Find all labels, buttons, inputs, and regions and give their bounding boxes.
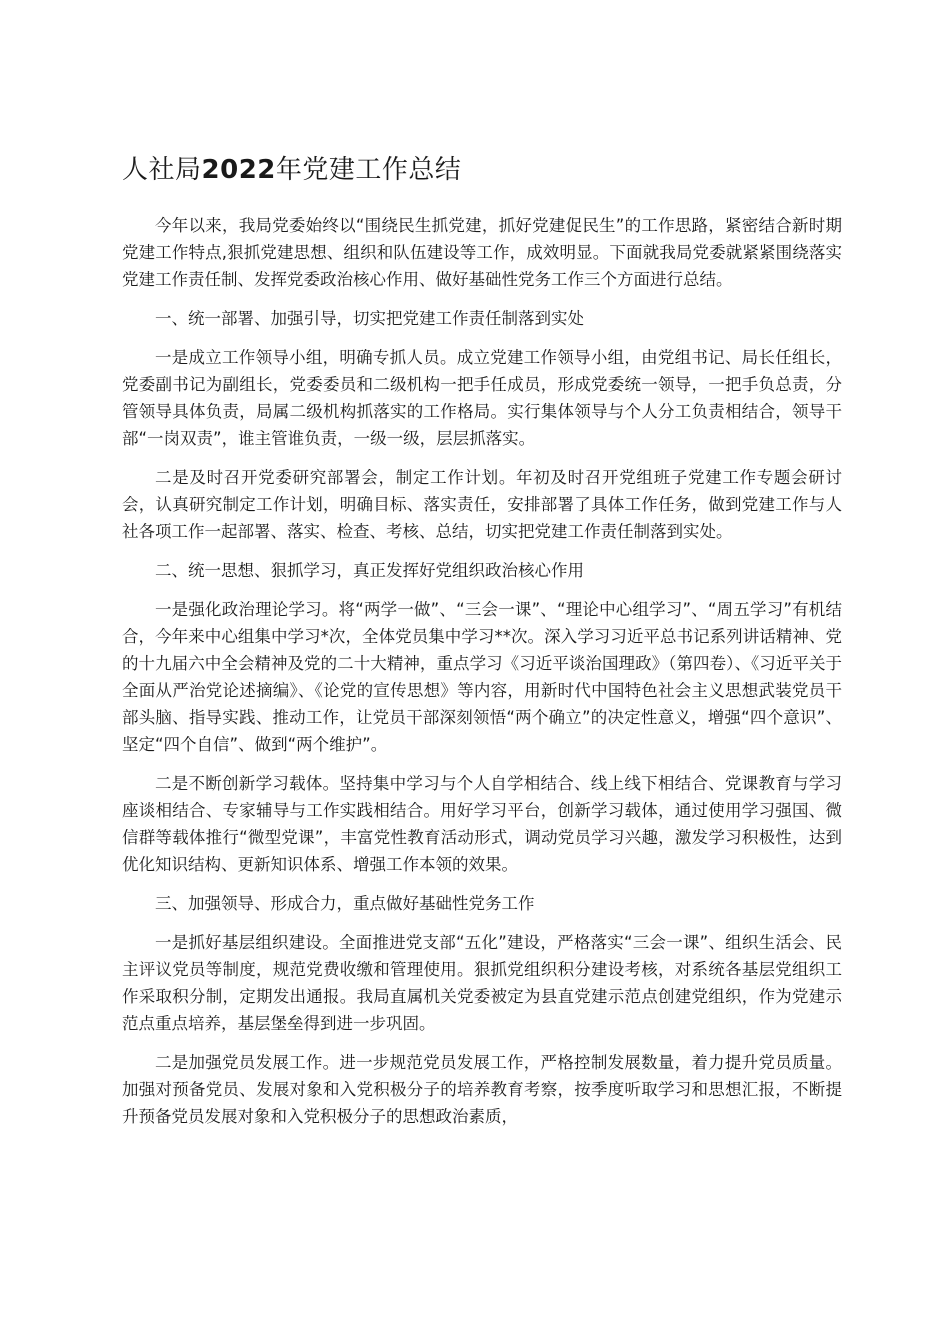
title-suffix: 年党建工作总结 <box>275 155 462 185</box>
title-year: 2022 <box>201 155 276 185</box>
title-prefix: 人社局 <box>122 155 202 185</box>
section-heading-1: 一、统一部署、加强引导，切实把党建工作责任制落到实处 <box>155 309 584 328</box>
body-paragraph: 二是及时召开党委研究部署会，制定工作计划。年初及时召开党组班子党建工作专题会研讨会，认真研究制定工作计划，明确目标、落实责任，安排部署了具体工作任务，做到党建工作与人社各项工作一起部署、落实、检查、考核、总结，切实把党建工作责任制落到实处。 <box>122 468 842 541</box>
body-paragraph: 一是成立工作领导小组，明确专抓人员。成立党建工作领导小组，由党组书记、局长任组长，党委副书记为副组长，党委委员和二级机构一把手任成员，形成党委统一领导，一把手负总责，分管领导具体负责，局属二级机构抓落实的工作格局。实行集体领导与个人分工负责相结合，领导干部“一岗双责”，谁主管谁负责，一级一级，层层抓落实。 <box>122 348 842 448</box>
document-title <box>122 150 842 190</box>
body-paragraph: 二是加强党员发展工作。进一步规范党员发展工作，严格控制发展数量，着力提升党员质量。加强对预备党员、发展对象和入党积极分子的培养教育考察，按季度听取学习和思想汇报，不断提升预备党员发展对象和入党积极分子的思想政治素质， <box>122 1053 842 1126</box>
body-paragraph: 一是抓好基层组织建设。全面推进党支部“五化”建设，严格落实“三会一课”、组织生活会、民主评议党员等制度，规范党费收缴和管理使用。狠抓党组织积分建设考核，对系统各基层党组织工作采取积分制，定期发出通报。我局直属机关党委被定为县直党建示范点创建党组织，作为党建示范点重点培养，基层堡垒得到进一步巩固。 <box>122 933 842 1033</box>
section-heading-2: 二、统一思想、狠抓学习，真正发挥好党组织政治核心作用 <box>155 561 584 580</box>
intro-paragraph: 今年以来，我局党委始终以“围绕民生抓党建，抓好党建促民生”的工作思路，紧密结合新时期党建工作特点,狠抓党建思想、组织和队伍建设等工作，成效明显。下面就我局党委就紧紧围绕落实党建工作责任制、发挥党委政治核心作用、做好基础性党务工作三个方面进行总结。 <box>122 216 842 289</box>
body-paragraph: 一是强化政治理论学习。将“两学一做”、“三会一课”、“理论中心组学习”、“周五学习”有机结合，今年来中心组集中学习*次，全体党员集中学习**次。深入学习习近平总书记系列讲话精神、党的十九届六中全会精神及党的二十大精神，重点学习《习近平谈治国理政》（第四卷）、《习近平关于全面从严治党论述摘编》、《论党的宣传思想》等内容，用新时代中国特色社会主义思想武装党员干部头脑、指导实践、推动工作，让党员干部深刻领悟“两个确立”的决定性意义，增强“四个意识”、坚定“四个自信”、做到“两个维护”。 <box>122 600 842 754</box>
section-heading-3: 三、加强领导、形成合力，重点做好基础性党务工作 <box>155 894 535 913</box>
body-paragraph: 二是不断创新学习载体。坚持集中学习与个人自学相结合、线上线下相结合、党课教育与学习座谈相结合、专家辅导与工作实践相结合。用好学习平台，创新学习载体，通过使用学习强国、微信群等载体推行“微型党课”，丰富党性教育活动形式，调动党员学习兴趣，激发学习积极性，达到优化知识结构、更新知识体系、增强工作本领的效果。 <box>122 774 842 874</box>
document-page <box>122 150 842 1142</box>
